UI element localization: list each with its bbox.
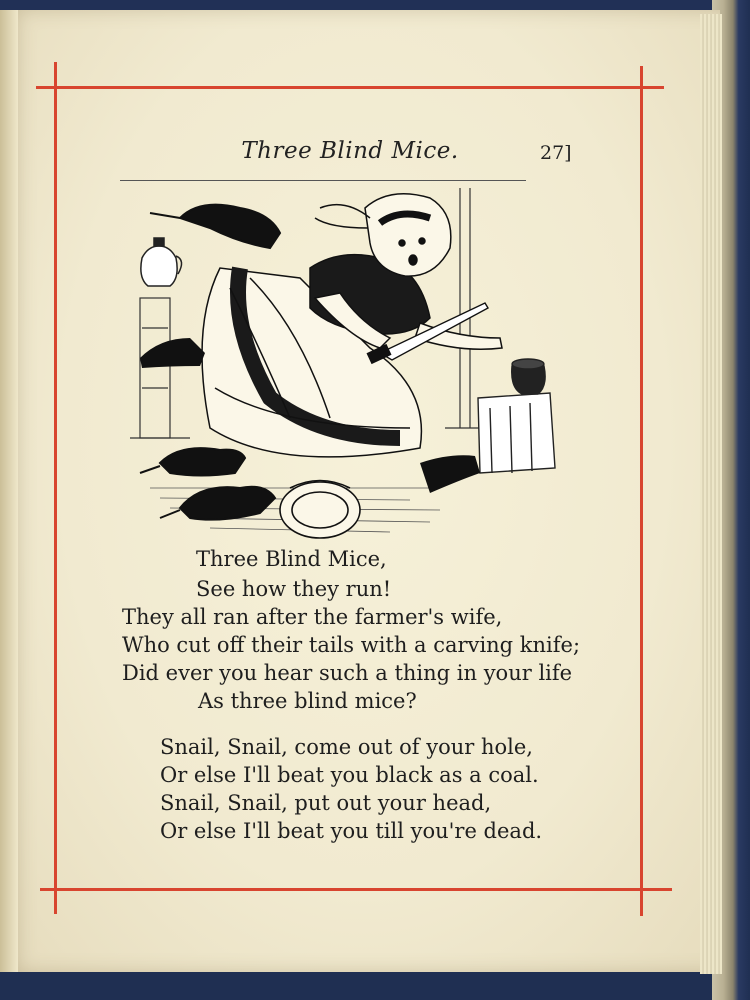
mouse-icon bbox=[160, 487, 275, 520]
boot-icon bbox=[420, 455, 480, 493]
header-rule bbox=[120, 180, 526, 181]
jug-icon bbox=[141, 238, 182, 286]
poem-line: Three Blind Mice, bbox=[196, 547, 387, 571]
poem-line: See how they run! bbox=[196, 577, 392, 601]
poem-line: Or else I'll beat you black as a coal. bbox=[160, 763, 539, 787]
poem-line: They all ran after the farmer's wife, bbox=[122, 605, 503, 629]
border-rule-bottom bbox=[40, 888, 672, 891]
poem-line: Snail, Snail, come out of your hole, bbox=[160, 735, 533, 759]
poem-line: Who cut off their tails with a carving knife; bbox=[122, 633, 581, 657]
mouse-icon bbox=[150, 205, 280, 248]
page-number: 27] bbox=[540, 142, 572, 164]
page-gutter bbox=[0, 10, 18, 972]
poem-line: Did ever you hear such a thing in your life bbox=[122, 661, 573, 685]
poem-line: Snail, Snail, put out your head, bbox=[160, 791, 492, 815]
boot-icon bbox=[140, 338, 205, 368]
poem-line: As three blind mice? bbox=[198, 689, 417, 713]
border-rule-top bbox=[36, 86, 664, 89]
border-rule-left bbox=[54, 62, 57, 914]
mouse-icon bbox=[140, 448, 245, 475]
poem-line: Or else I'll beat you till you're dead. bbox=[160, 819, 543, 843]
pail-icon bbox=[280, 481, 360, 539]
farmers-wife-illustration bbox=[130, 188, 570, 548]
page-stack-edge bbox=[700, 14, 722, 974]
border-rule-right bbox=[640, 66, 643, 916]
running-title: Three Blind Mice. bbox=[241, 138, 459, 164]
